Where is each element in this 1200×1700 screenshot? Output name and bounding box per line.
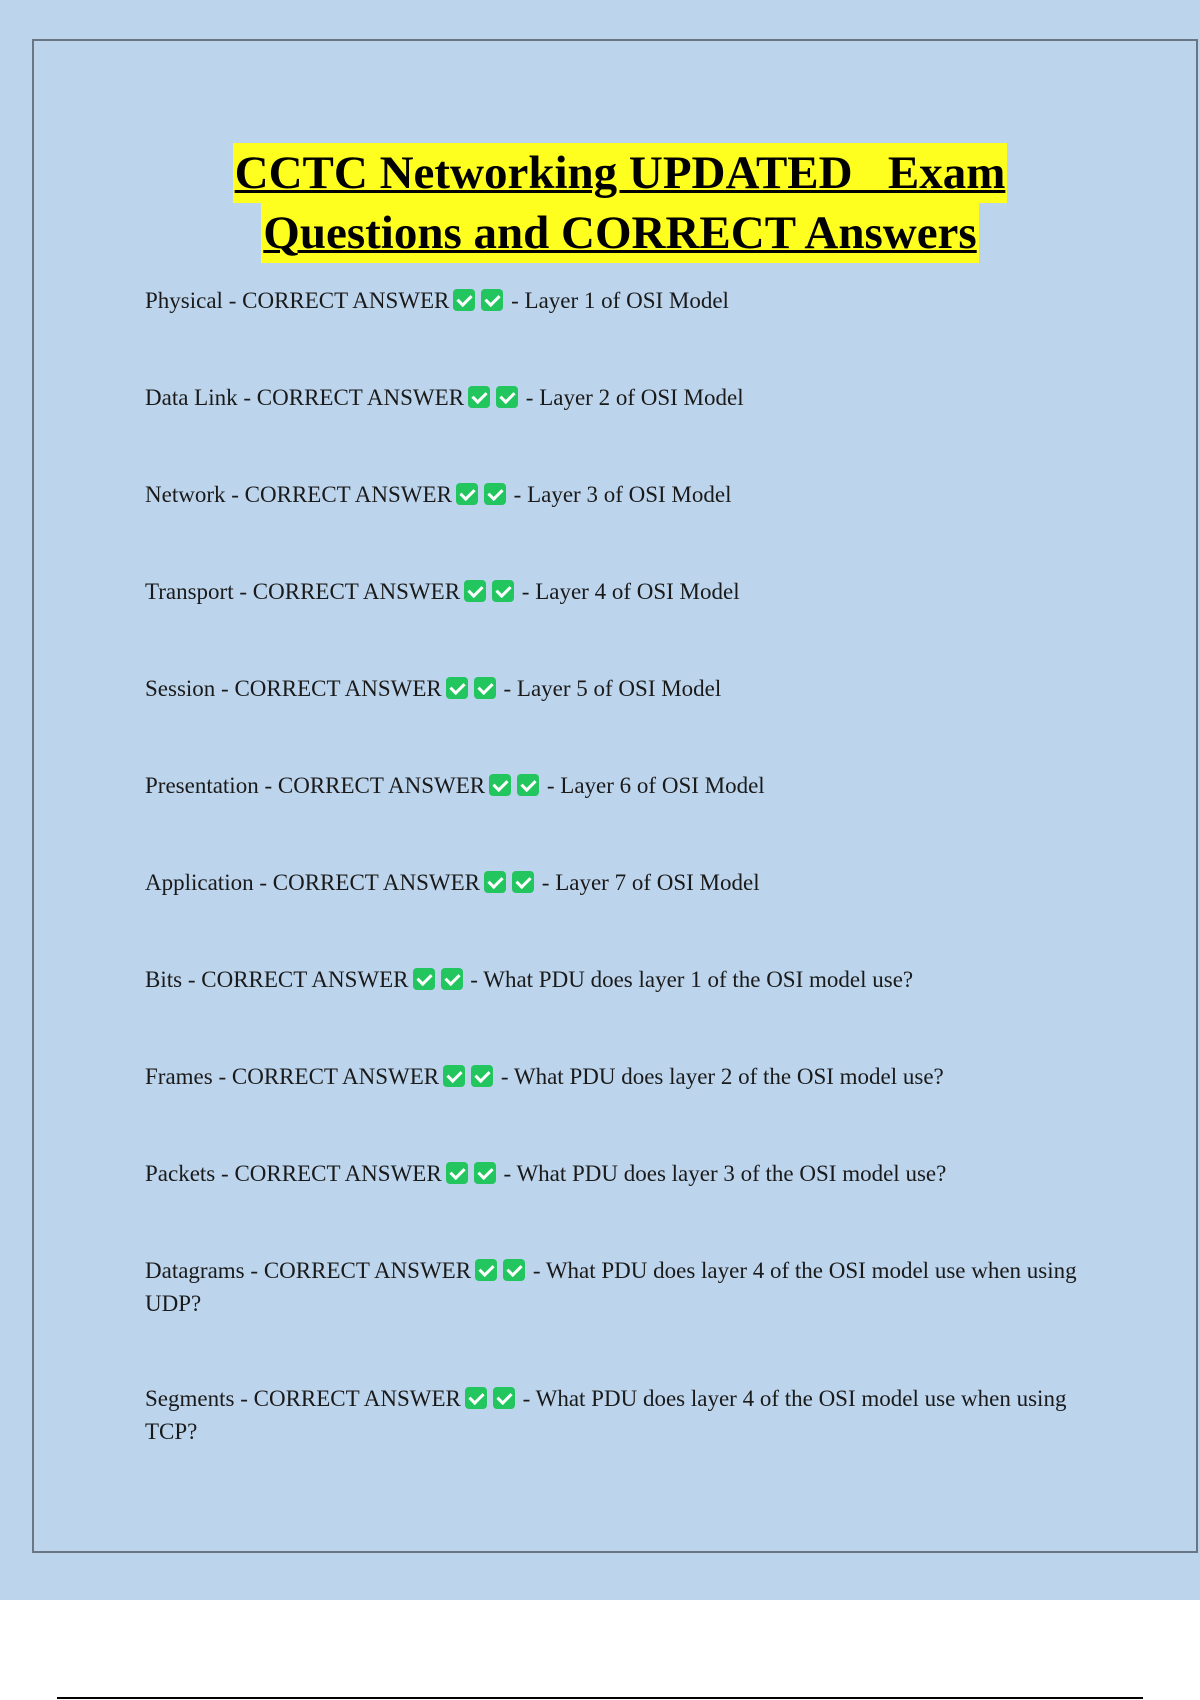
correct-answer-label: CORRECT ANSWER xyxy=(234,1161,442,1186)
check-box-icon xyxy=(475,1259,497,1281)
correct-answer-label: CORRECT ANSWER xyxy=(231,1064,440,1089)
qa-definition: What PDU does layer 2 of the OSI model use? xyxy=(513,1064,944,1089)
qa-term: Data Link xyxy=(145,385,238,410)
correct-answer-label: CORRECT ANSWER xyxy=(277,773,486,798)
qa-definition: Layer 6 of OSI Model xyxy=(560,773,765,798)
qa-definition: What PDU does layer 4 of the OSI model use when using UDP? xyxy=(145,1258,1077,1316)
qa-term: Segments xyxy=(145,1386,235,1411)
qa-item: Data Link - CORRECT ANSWER - Layer 2 of OSI Model xyxy=(145,385,744,410)
correct-answer-label: CORRECT ANSWER xyxy=(252,579,461,604)
check-box-icon xyxy=(441,968,463,990)
qa-term: Physical xyxy=(145,288,223,313)
check-box-icon xyxy=(468,386,490,408)
qa-item: Bits - CORRECT ANSWER - What PDU does layer 1 of the OSI model use? xyxy=(145,967,914,992)
qa-item: Segments - CORRECT ANSWER - What PDU does layer 4 of the OSI model use when using TCP? xyxy=(145,1386,1067,1444)
correct-answer-label: CORRECT ANSWER xyxy=(234,676,442,701)
qa-term: Network xyxy=(145,482,226,507)
check-box-icon xyxy=(481,289,503,311)
check-box-icon xyxy=(484,871,506,893)
correct-answer-label: CORRECT ANSWER xyxy=(272,870,481,895)
title-line-2: Questions and CORRECT Answers xyxy=(261,203,978,263)
qa-term: Packets xyxy=(145,1161,216,1186)
correct-answer-label: CORRECT ANSWER xyxy=(201,967,409,992)
qa-term: Bits xyxy=(145,967,183,992)
check-box-icon xyxy=(464,580,486,602)
check-box-icon xyxy=(465,1387,487,1409)
footer-divider xyxy=(57,1697,1143,1699)
qa-item: Physical - CORRECT ANSWER - Layer 1 of OSI Model xyxy=(145,288,729,313)
title-line-1: CCTC Networking UPDATED Exam xyxy=(233,143,1008,203)
check-box-icon xyxy=(489,774,511,796)
check-box-icon xyxy=(492,580,514,602)
check-box-icon xyxy=(443,1065,465,1087)
qa-item: Frames - CORRECT ANSWER - What PDU does layer 2 of the OSI model use? xyxy=(145,1064,944,1089)
qa-term: Datagrams xyxy=(145,1258,245,1283)
qa-item: Network - CORRECT ANSWER - Layer 3 of OSI Model xyxy=(145,482,732,507)
document-title xyxy=(120,143,1120,263)
check-box-icon xyxy=(456,483,478,505)
correct-answer-label: CORRECT ANSWER xyxy=(263,1258,472,1283)
qa-definition: Layer 3 of OSI Model xyxy=(527,482,732,507)
qa-definition: Layer 4 of OSI Model xyxy=(535,579,740,604)
check-box-icon xyxy=(493,1387,515,1409)
qa-term: Session xyxy=(145,676,216,701)
correct-answer-label: CORRECT ANSWER xyxy=(244,482,452,507)
check-box-icon xyxy=(474,677,496,699)
check-box-icon xyxy=(474,1162,496,1184)
qa-item: Application - CORRECT ANSWER - Layer 7 of OSI Model xyxy=(145,870,760,895)
qa-definition: Layer 7 of OSI Model xyxy=(555,870,760,895)
check-box-icon xyxy=(512,871,534,893)
check-box-icon xyxy=(446,1162,468,1184)
check-box-icon xyxy=(484,483,506,505)
check-box-icon xyxy=(446,677,468,699)
check-box-icon xyxy=(453,289,475,311)
qa-item: Datagrams - CORRECT ANSWER - What PDU does layer 4 of the OSI model use when using UDP? xyxy=(145,1258,1077,1316)
qa-definition: Layer 1 of OSI Model xyxy=(524,288,729,313)
correct-answer-label: CORRECT ANSWER xyxy=(253,1386,461,1411)
qa-term: Transport xyxy=(145,579,234,604)
qa-definition: What PDU does layer 4 of the OSI model use when using TCP? xyxy=(145,1386,1067,1444)
qa-definition: What PDU does layer 1 of the OSI model use? xyxy=(483,967,914,992)
check-box-icon xyxy=(503,1259,525,1281)
correct-answer-label: CORRECT ANSWER xyxy=(242,288,450,313)
qa-definition: Layer 5 of OSI Model xyxy=(516,676,722,701)
qa-term: Application xyxy=(145,870,254,895)
qa-item: Session - CORRECT ANSWER - Layer 5 of OSI Model xyxy=(145,676,722,701)
qa-item: Presentation - CORRECT ANSWER - Layer 6 of OSI Model xyxy=(145,773,765,798)
qa-list xyxy=(145,284,1085,1510)
correct-answer-label: CORRECT ANSWER xyxy=(256,385,465,410)
qa-definition: Layer 2 of OSI Model xyxy=(539,385,744,410)
qa-item: Packets - CORRECT ANSWER - What PDU does layer 3 of the OSI model use? xyxy=(145,1161,947,1186)
check-box-icon xyxy=(517,774,539,796)
qa-definition: What PDU does layer 3 of the OSI model use? xyxy=(516,1161,947,1186)
qa-term: Presentation xyxy=(145,773,259,798)
qa-item: Transport - CORRECT ANSWER - Layer 4 of OSI Model xyxy=(145,579,740,604)
check-box-icon xyxy=(413,968,435,990)
qa-term: Frames xyxy=(145,1064,213,1089)
check-box-icon xyxy=(471,1065,493,1087)
check-box-icon xyxy=(496,386,518,408)
